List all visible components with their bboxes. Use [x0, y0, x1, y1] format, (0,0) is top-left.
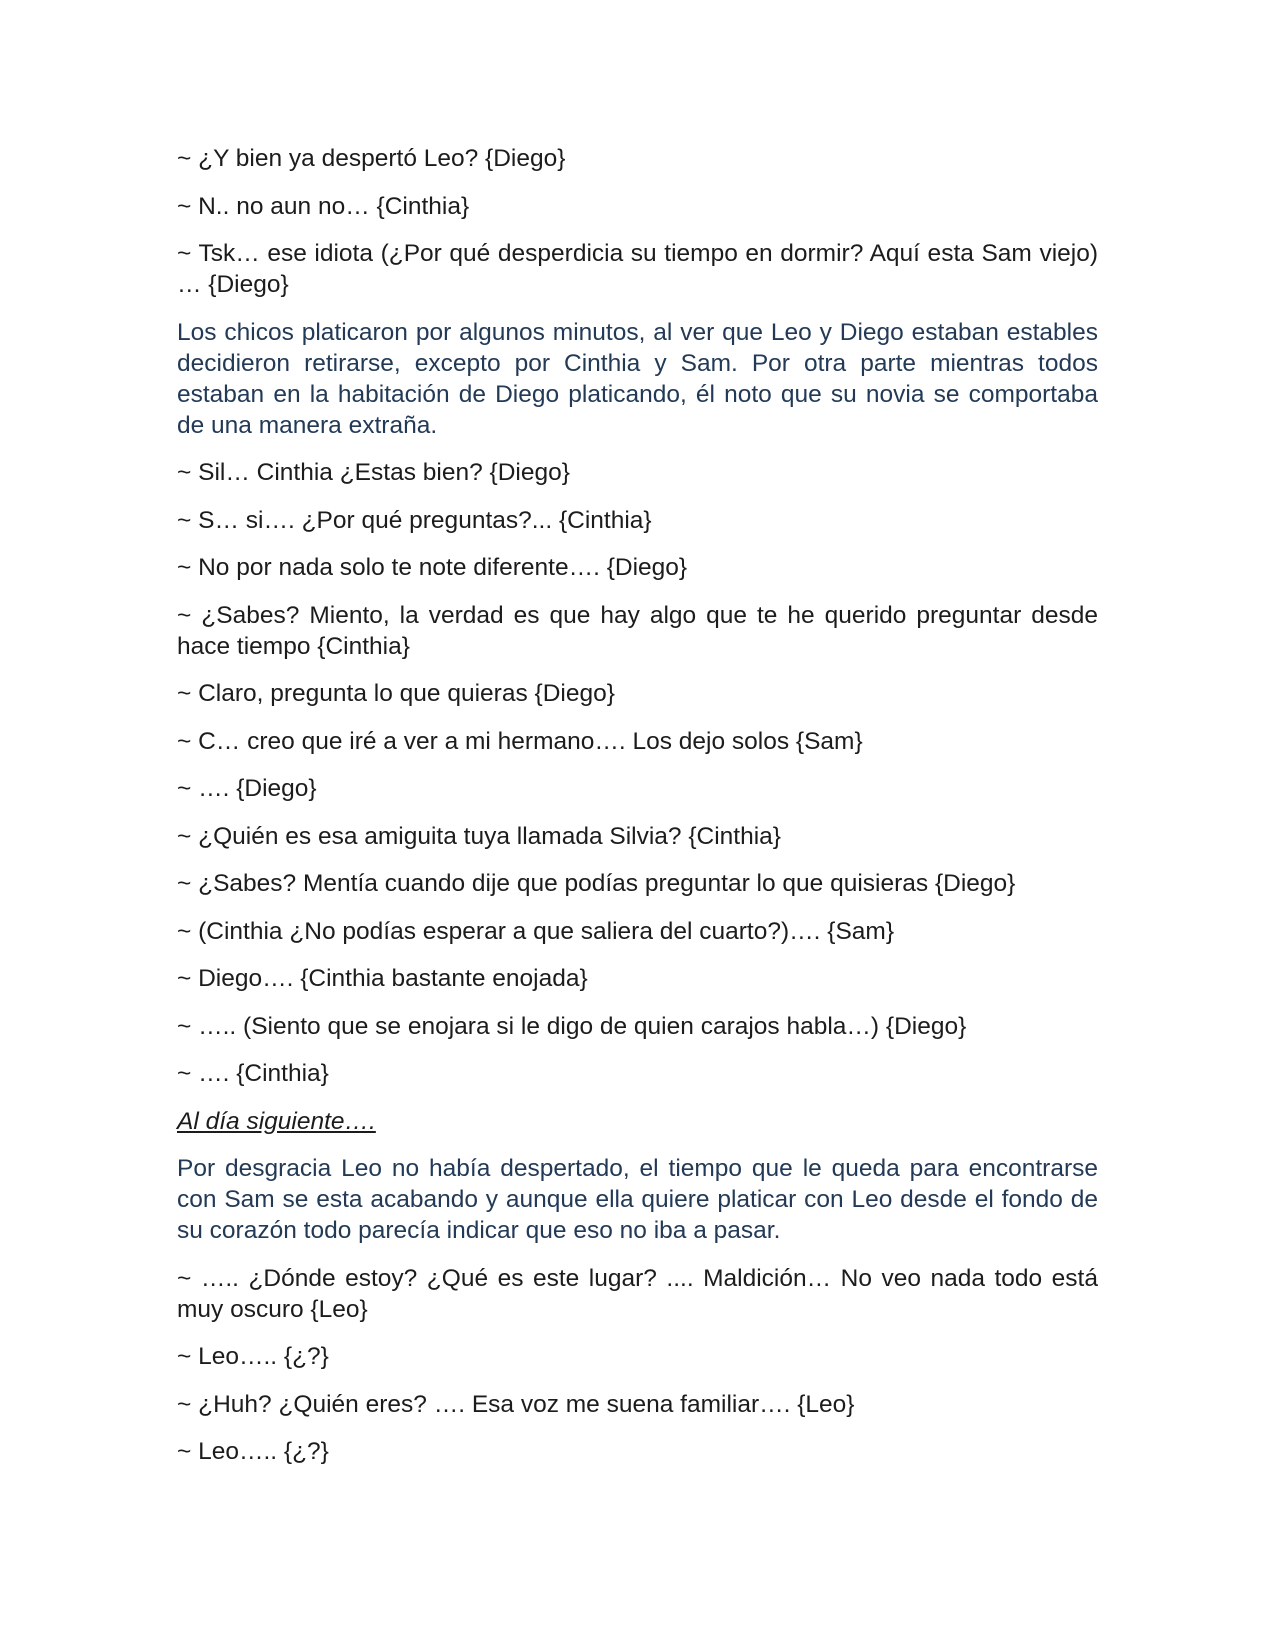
dialogue-line: ~ …. {Cinthia} [177, 1060, 329, 1087]
dialogue-line: ~ ¿Y bien ya despertó Leo? {Diego} [177, 145, 566, 172]
dialogue-line: ~ ¿Huh? ¿Quién eres? …. Esa voz me suena familiar…. {Leo} [177, 1390, 855, 1418]
dialogue-line: ~ Diego…. {Cinthia bastante enojada} [177, 965, 588, 992]
dialogue-line: ~ No por nada solo te note diferente…. {Diego} [177, 554, 688, 581]
narration-paragraph: Por desgracia Leo no había despertado, el tiempo que le queda para encontrarse con Sam se esta acabando y aunque ella quiere platicar con Leo desde el fondo de su corazón todo parecía indicar que eso no iba a pasar. [177, 1155, 1098, 1244]
scene-heading: Al día siguiente…. [177, 1107, 376, 1135]
dialogue-line: ~ Claro, pregunta lo que quieras {Diego} [177, 680, 615, 707]
dialogue-line: ~ N.. no aun no… {Cinthia} [177, 192, 470, 220]
dialogue-line: ~ ….. ¿Dónde estoy? ¿Qué es este lugar? .... Maldición… No veo nada todo está muy oscuro {Leo} [177, 1264, 1098, 1323]
narration-paragraph: Los chicos platicaron por algunos minutos, al ver que Leo y Diego estaban estables decidieron retirarse, excepto por Cinthia y Sam. Por otra parte mientras todos estaban en la habitación de Diego platicando, él noto que su novia se comportaba de una manera extraña. [177, 318, 1098, 439]
dialogue-line: ~ …. {Diego} [177, 775, 317, 802]
dialogue-line: ~ S… si…. ¿Por qué preguntas?... {Cinthia} [177, 506, 652, 534]
document-body [177, 143, 1098, 1484]
dialogue-line: ~ C… creo que iré a ver a mi hermano…. Los dejo solos {Sam} [177, 727, 863, 755]
dialogue-line: ~ Sil… Cinthia ¿Estas bien? {Diego} [177, 459, 570, 486]
dialogue-line: ~ Leo….. {¿?} [177, 1438, 329, 1465]
dialogue-line: ~ ….. (Siento que se enojara si le digo de quien carajos habla…) {Diego} [177, 1012, 967, 1040]
dialogue-line: ~ Leo….. {¿?} [177, 1343, 329, 1370]
dialogue-line: ~ ¿Sabes? Mentía cuando dije que podías preguntar lo que quisieras {Diego} [177, 870, 1016, 897]
dialogue-line: ~ (Cinthia ¿No podías esperar a que saliera del cuarto?)…. {Sam} [177, 917, 895, 945]
dialogue-line: ~ Tsk… ese idiota (¿Por qué desperdicia su tiempo en dormir? Aquí esta Sam viejo) … {Diego} [177, 240, 1098, 298]
dialogue-line: ~ ¿Sabes? Miento, la verdad es que hay algo que te he querido preguntar desde hace tiempo {Cinthia} [177, 601, 1098, 660]
dialogue-line: ~ ¿Quién es esa amiguita tuya llamada Silvia? {Cinthia} [177, 822, 781, 850]
